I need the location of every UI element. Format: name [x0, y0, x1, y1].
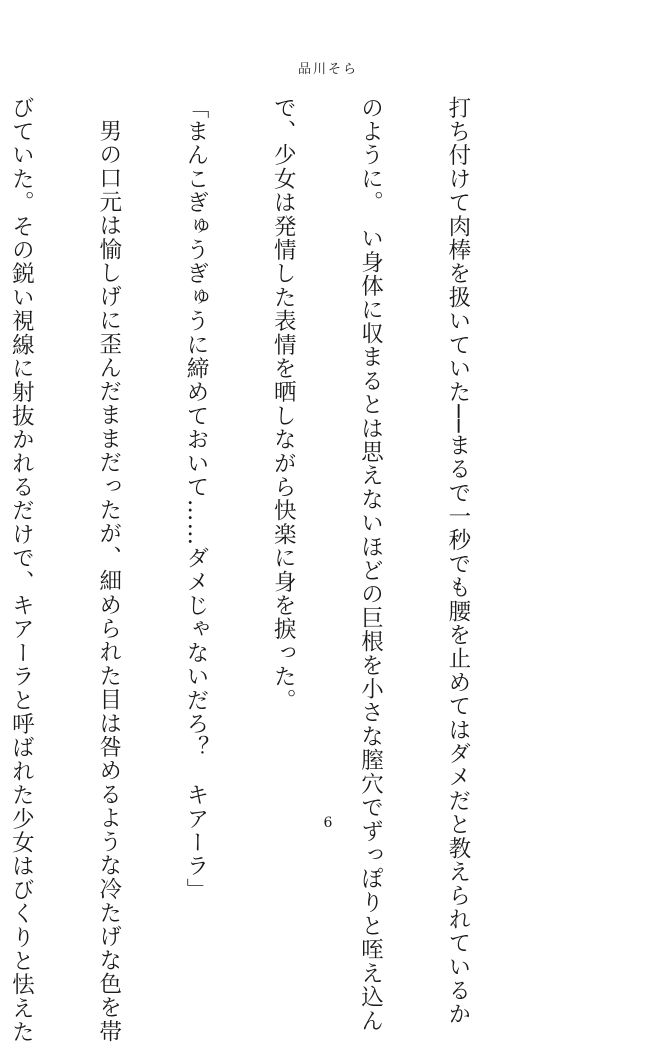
text-line: 打ち付けて肉棒を扱いていた──まるで一秒でも腰を止めてはダメだと教えられているか [444, 96, 471, 1027]
text-line: びていた。その鋭い視線に射抜かれるだけで、キアーラと呼ばれた少女はびくりと怯えた [8, 96, 35, 1044]
page-number: 6 [323, 815, 333, 831]
running-head-author: 品川そら [297, 62, 358, 77]
body-text [0, 96, 530, 1044]
dialogue-line: 「まんこぎゅうぎゅうに締めておいて……ダメじゃないだろ？ キアーラ」 [182, 96, 209, 902]
text-line: のように。 い身体に収まるとは思えないほどの巨根を小さな膣穴でずっぽりと咥え込ん [357, 96, 384, 1033]
text-line: 男の口元は愉しげに歪んだままだったが、細められた目は咎めるような冷たげな色を帯 [95, 119, 122, 1044]
text-line: で、少女は発情した表情を晒しながら快楽に身を捩った。 [270, 96, 297, 713]
